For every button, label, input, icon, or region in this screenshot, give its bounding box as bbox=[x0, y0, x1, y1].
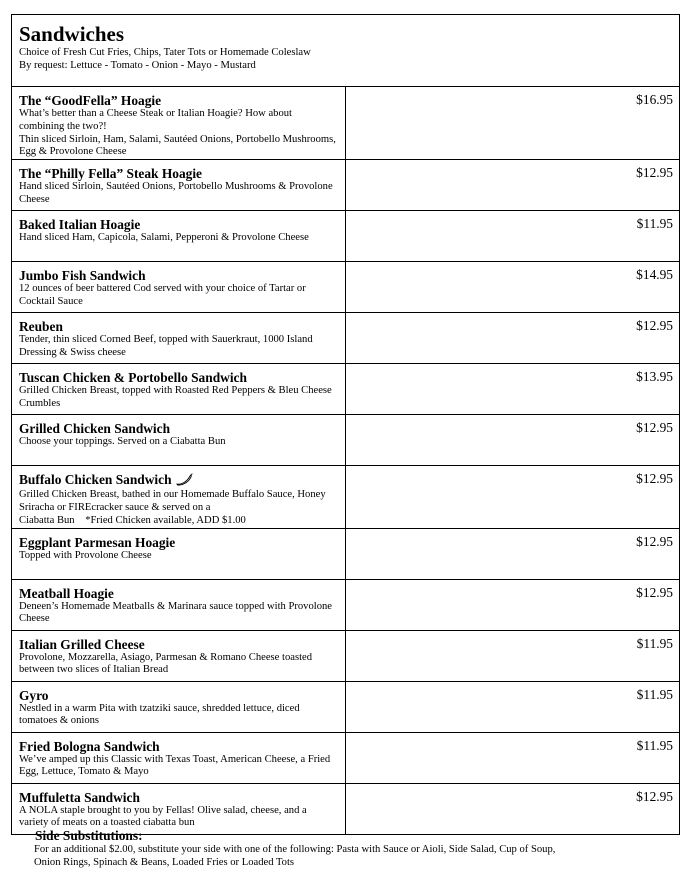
menu-item-name-text: Grilled Chicken Sandwich bbox=[19, 421, 171, 437]
menu-table bbox=[11, 14, 680, 835]
request-note: By request: Lettuce - Tomato - Onion - Mayo - Mustard bbox=[19, 60, 256, 71]
section-title: Sandwiches bbox=[19, 22, 125, 46]
menu-item-name-text: Buffalo Chicken Sandwich bbox=[19, 472, 172, 488]
side-substitutions bbox=[35, 828, 675, 869]
menu-item-info bbox=[12, 313, 346, 364]
menu-item-name bbox=[19, 637, 338, 652]
menu-item-info bbox=[12, 211, 346, 262]
menu-item-description: We’ve amped up this Classic with Texas Toast, American Cheese, a Fried Egg, Lettuce, Tomato & Mayo bbox=[19, 753, 333, 778]
menu-item-name bbox=[19, 739, 338, 754]
menu-item-info bbox=[12, 579, 346, 630]
menu-item-price: $12.95 bbox=[346, 313, 680, 364]
menu-item-info bbox=[12, 466, 346, 528]
menu-item-name bbox=[19, 166, 338, 181]
menu-item-row bbox=[12, 681, 680, 732]
menu-item-price: $11.95 bbox=[346, 211, 680, 262]
menu-item-name bbox=[19, 370, 338, 385]
menu-item-info bbox=[12, 87, 346, 160]
menu-item-name-text: Tuscan Chicken & Portobello Sandwich bbox=[19, 370, 247, 386]
menu-item-price: $16.95 bbox=[346, 87, 680, 160]
side-substitutions-title: Side Substitutions: bbox=[35, 828, 143, 843]
menu-item-name-text: The “Philly Fella” Steak Hoagie bbox=[19, 166, 203, 182]
menu-item-name bbox=[19, 790, 338, 805]
side-substitutions-text: For an additional $2.00, substitute your side with one of the following: Pasta with Sauce or Aioli, Side Salad, Cup of Soup, Onion Rings, Spinach & Beans, Loaded Fries or Loaded Tots bbox=[34, 844, 556, 868]
menu-item-price: $11.95 bbox=[346, 630, 680, 681]
menu-item-price: $12.95 bbox=[346, 466, 680, 528]
menu-item-info bbox=[12, 262, 346, 313]
menu-item-info bbox=[12, 681, 346, 732]
menu-item-name-text: Italian Grilled Cheese bbox=[19, 636, 145, 652]
menu-item-row bbox=[12, 87, 680, 160]
menu-item-description: Provolone, Mozzarella, Asiago, Parmesan & Romano Cheese toasted between two slices of Italian Bread bbox=[19, 651, 315, 676]
menu-item-info bbox=[12, 415, 346, 466]
menu-item-info bbox=[12, 783, 346, 834]
menu-item-description: Choose your toppings. Served on a Ciabatta Bun bbox=[19, 436, 226, 448]
menu-item-info bbox=[12, 528, 346, 579]
menu-item-description: What’s better than a Cheese Steak or Italian Hoagie? How about combining the two?! Thin sliced Sirloin, Ham, Salami, Sautéed Onions, Portobello Mushrooms, Egg & Provolone Cheese bbox=[19, 108, 336, 158]
menu-item-description: Hand sliced Sirloin, Sautéed Onions, Portobello Mushrooms & Provolone Cheese bbox=[19, 181, 336, 205]
menu-item-info bbox=[12, 732, 346, 783]
menu-item-price: $11.95 bbox=[346, 681, 680, 732]
menu-item-price: $14.95 bbox=[346, 262, 680, 313]
menu-item-row bbox=[12, 528, 680, 579]
menu-item-price: $12.95 bbox=[346, 528, 680, 579]
menu-item-name bbox=[19, 421, 338, 436]
menu-item-name bbox=[19, 586, 338, 601]
menu-item-row bbox=[12, 262, 680, 313]
menu-item-name-text: Reuben bbox=[19, 319, 63, 335]
menu-item-description: Hand sliced Ham, Capicola, Salami, Pepperoni & Provolone Cheese bbox=[19, 232, 309, 244]
menu-item-description: Nestled in a warm Pita with tzatziki sauce, shredded lettuce, diced tomatoes & onions bbox=[19, 702, 303, 727]
menu-item-description: 12 ounces of beer battered Cod served with your choice of Tartar or Cocktail Sauce bbox=[19, 283, 309, 307]
menu-item-description: Grilled Chicken Breast, topped with Roasted Red Peppers & Bleu Cheese Crumbles bbox=[19, 385, 335, 409]
menu-header-row bbox=[12, 15, 680, 87]
menu-item-name-text: Fried Bologna Sandwich bbox=[19, 738, 160, 754]
menu-header bbox=[12, 15, 680, 87]
menu-item-name bbox=[19, 319, 338, 334]
menu-item-row bbox=[12, 466, 680, 528]
chili-pepper-icon bbox=[175, 473, 193, 489]
menu-item-description: Grilled Chicken Breast, bathed in our Homemade Buffalo Sauce, Honey Sriracha or FIREcracker sauce & served on a Ciabatta Bun *Fried Chicken available, ADD $1.00 bbox=[19, 489, 326, 526]
menu-item-price: $13.95 bbox=[346, 364, 680, 415]
menu-item-row bbox=[12, 415, 680, 466]
menu-item-row bbox=[12, 732, 680, 783]
menu-item-description: Topped with Provolone Cheese bbox=[19, 549, 152, 561]
menu-item-description: Tender, thin sliced Corned Beef, topped with Sauerkraut, 1000 Island Dressing & Swiss cheese bbox=[19, 334, 316, 358]
menu-item-row bbox=[12, 364, 680, 415]
menu-item-name-text: Meatball Hoagie bbox=[19, 585, 114, 601]
menu-item-row bbox=[12, 630, 680, 681]
sandwich-menu bbox=[11, 14, 680, 835]
menu-item-price: $12.95 bbox=[346, 783, 680, 834]
menu-item-description: A NOLA staple brought to you by Fellas! Olive salad, cheese, and a variety of meats on a toasted ciabatta bun bbox=[19, 804, 310, 829]
menu-item-description: Deneen’s Homemade Meatballs & Marinara sauce topped with Provolone Cheese bbox=[19, 600, 335, 625]
menu-item-price: $11.95 bbox=[346, 732, 680, 783]
menu-item-name bbox=[19, 472, 338, 489]
menu-item-name-text: Jumbo Fish Sandwich bbox=[19, 268, 146, 284]
menu-item-name bbox=[19, 268, 338, 283]
menu-item-name-text: The “GoodFella” Hoagie bbox=[19, 93, 162, 108]
menu-item-name-text: Gyro bbox=[19, 687, 49, 703]
menu-item-row bbox=[12, 211, 680, 262]
menu-item-row bbox=[12, 160, 680, 211]
menu-item-info bbox=[12, 364, 346, 415]
menu-item-price: $12.95 bbox=[346, 579, 680, 630]
menu-item-name-text: Muffuletta Sandwich bbox=[19, 789, 140, 805]
menu-item-name bbox=[19, 93, 338, 108]
menu-item-name bbox=[19, 688, 338, 703]
side-choice-note: Choice of Fresh Cut Fries, Chips, Tater Tots or Homemade Coleslaw bbox=[19, 47, 311, 58]
menu-item-info bbox=[12, 160, 346, 211]
menu-item-name-text: Eggplant Parmesan Hoagie bbox=[19, 534, 176, 550]
menu-item-price: $12.95 bbox=[346, 160, 680, 211]
menu-item-info bbox=[12, 630, 346, 681]
menu-item-row bbox=[12, 579, 680, 630]
menu-item-name bbox=[19, 217, 338, 232]
menu-item-row bbox=[12, 313, 680, 364]
menu-item-price: $12.95 bbox=[346, 415, 680, 466]
menu-item-name-text: Baked Italian Hoagie bbox=[19, 217, 141, 233]
menu-item-name bbox=[19, 535, 338, 550]
menu-item-row bbox=[12, 783, 680, 834]
